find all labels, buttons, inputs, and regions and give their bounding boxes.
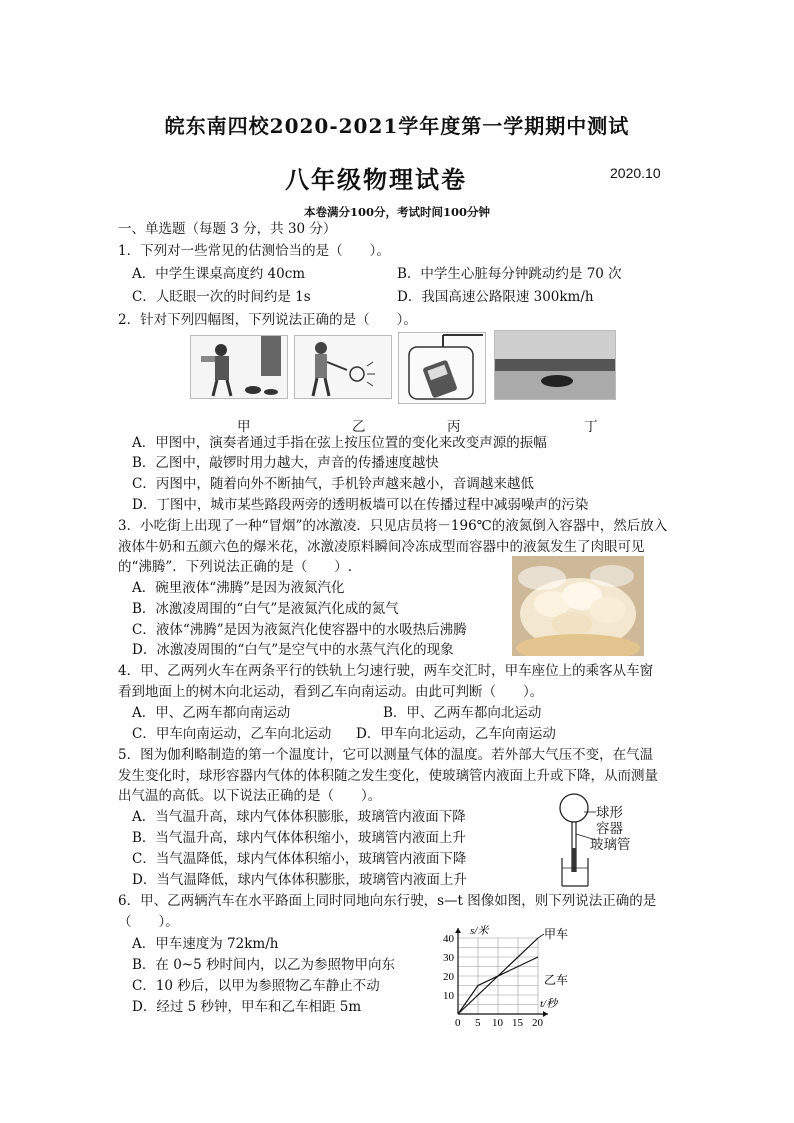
x-tick-label: 10 <box>492 1017 503 1029</box>
q5-line-3: 出气温的高低。以下说法正确的是（ ）。 <box>118 788 382 804</box>
q1-stem: 1．下列对一些常见的估测恰当的是（ ）。 <box>118 243 390 259</box>
q6-line-2: （ ）。 <box>118 914 179 930</box>
chart-series <box>458 934 544 1014</box>
x-tick-label: 5 <box>475 1017 481 1029</box>
q2-stem: 2．针对下列四幅图，下列说法正确的是（ ）。 <box>118 312 417 328</box>
y-tick-label: 10 <box>443 990 454 1002</box>
q2-image-yi <box>294 335 392 399</box>
q4-option-a: A．甲、乙两车都向南运动 <box>132 705 291 721</box>
y-tick-label: 30 <box>443 952 454 964</box>
q5-label-sphere-2: 容器 <box>596 821 623 837</box>
q4-option-d: D．甲车向北运动，乙车向南运动 <box>356 726 556 742</box>
q2-label-jia: 甲 <box>237 419 251 435</box>
x-axis-arrow <box>543 1011 548 1017</box>
legend-series-jia: 甲车 <box>544 927 569 941</box>
q4-option-b: B．甲、乙两车都向北运动 <box>383 705 542 721</box>
q2-label-ding: 丁 <box>584 419 598 435</box>
q6-st-chart <box>440 922 600 1032</box>
q2-label-bing: 丙 <box>447 419 461 435</box>
x-tick-label: 0 <box>455 1017 461 1029</box>
q5-line-1: 5．图为伽利略制造的第一个温度计，它可以测量气体的温度。若外部大气压不变，在气温 <box>118 747 654 763</box>
q1-option-a: A．中学生课桌高度约 40cm <box>132 266 306 282</box>
exam-date: 2020.10 <box>610 165 661 181</box>
q5-label-tube: 玻璃管 <box>590 837 631 853</box>
q5-option-c: C．当气温降低，球内气体体积缩小，玻璃管内液面下降 <box>132 851 467 867</box>
q6-option-b: B．在 0~5 秒时间内，以乙为参照物甲向东 <box>132 957 395 973</box>
y-tick-label: 20 <box>443 971 454 983</box>
q2-option-d: D．丁图中，城市某些路段两旁的透明板墙可以在传播过程中减弱噪声的污染 <box>132 497 589 513</box>
q2-label-yi: 乙 <box>352 419 366 435</box>
q2-image-ding <box>494 330 616 400</box>
q6-option-a: A．甲车速度为 72km/h <box>132 936 279 952</box>
q3-line-3: 的“沸腾”．下列说法正确的是（ ）. <box>118 559 353 575</box>
q3-line-2: 液体牛奶和五颜六色的爆米花，冰激凌原料瞬间冷冻成型而容器中的液氮发生了肉眼可见 <box>118 539 645 555</box>
legend-series-yi: 乙车 <box>544 973 569 987</box>
x-tick-label: 20 <box>532 1017 543 1029</box>
q1-option-d: D．我国高速公路限速 300km/h <box>397 289 594 305</box>
q3-option-d: D．冰激凌周围的“白气”是空气中的水蒸气汽化的现象 <box>132 642 454 658</box>
q4-option-c: C．甲车向南运动，乙车向北运动 <box>132 726 332 742</box>
q5-label-sphere-1: 球形 <box>596 805 623 821</box>
q2-option-a: A．甲图中，演奏者通过手指在弦上按压位置的变化来改变声源的振幅 <box>132 435 547 451</box>
section-title: 一、单选题（每题 3 分，共 30 分） <box>118 221 337 237</box>
q2-image-bing <box>398 332 486 404</box>
q5-option-b: B．当气温升高，球内气体体积缩小，玻璃管内液面上升 <box>132 830 466 846</box>
q4-line-2: 看到地面上的树木向北运动，看到乙车向南运动。由此可判断（ ）。 <box>118 684 544 700</box>
q2-option-b: B．乙图中，敲锣时用力越大，声音的传播速度越快 <box>132 455 439 471</box>
q3-ice-cream-photo <box>512 556 644 656</box>
q6-line-1: 6．甲、乙两辆汽车在水平路面上同时同地向东行驶，s—t 图像如图，则下列说法正确的是 <box>118 893 657 909</box>
q5-option-a: A．当气温升高，球内气体体积膨胀，玻璃管内液面下降 <box>132 809 466 825</box>
exam-title: 八年级物理试卷 <box>285 165 467 194</box>
q2-image-jia <box>190 335 288 399</box>
q5-option-d: D．当气温降低，球内气体体积膨胀，玻璃管内液面上升 <box>132 872 467 888</box>
chart-xlabel: t/秒 <box>540 998 558 1010</box>
q3-line-1: 3．小吃街上出现了一种“冒烟”的冰激凌．只见店员将－196℃的液氮倒入容器中，然后放入 <box>118 518 668 534</box>
q1-option-b: B．中学生心脏每分钟跳动约是 70 次 <box>397 266 622 282</box>
y-axis-arrow <box>455 928 461 933</box>
q5-line-2: 发生变化时，球形容器内气体的体积随之发生变化，使玻璃管内液面上升或下降，从而测量 <box>118 768 658 784</box>
q4-line-1: 4．甲、乙两列火车在两条平行的铁轨上匀速行驶，两车交汇时，甲车座位上的乘客从车窗 <box>118 663 654 679</box>
q2-option-c: C．丙图中，随着向外不断抽气，手机铃声越来越小，音调越来越低 <box>132 476 534 492</box>
q3-option-a: A．碗里液体“沸腾”是因为液氮汽化 <box>132 580 345 596</box>
exam-note: 本卷满分100分，考试时间100分钟 <box>303 205 490 219</box>
q6-option-d: D．经过 5 秒钟，甲车和乙车相距 5m <box>132 999 362 1015</box>
y-tick-label: 40 <box>443 933 454 945</box>
q1-option-c: C．人眨眼一次的时间约是 1s <box>132 289 311 305</box>
q3-option-c: C．液体“沸腾”是因为液氮汽化使容器中的水吸热后沸腾 <box>132 622 467 638</box>
school-title: 皖东南四校2020-2021学年度第一学期期中测试 <box>164 114 630 138</box>
q6-option-c: C．10 秒后，以甲为参照物乙车静止不动 <box>132 978 380 994</box>
q3-option-b: B．冰激凌周围的“白气”是液氮汽化成的氮气 <box>132 601 399 617</box>
x-tick-label: 15 <box>512 1017 523 1029</box>
chart-ylabel: s/米 <box>470 925 489 937</box>
